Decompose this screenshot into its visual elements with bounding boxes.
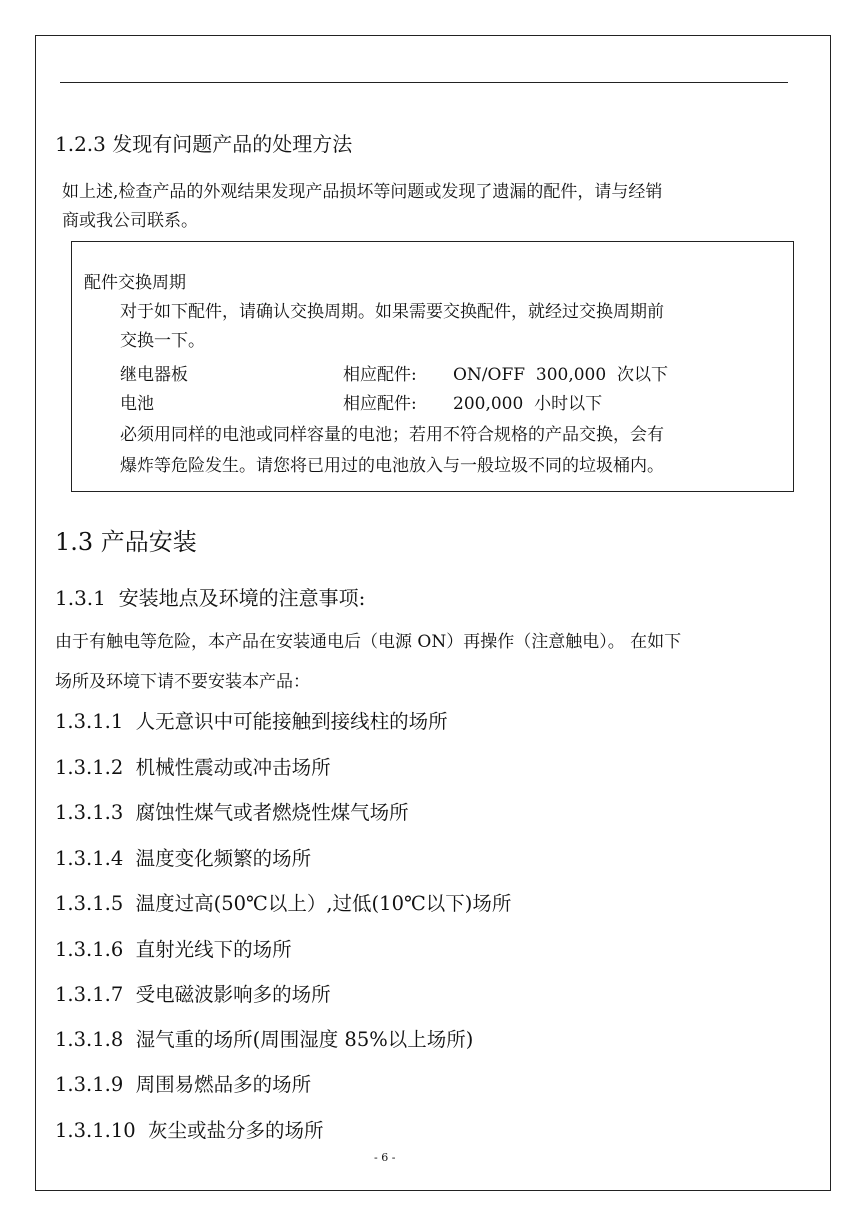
section-131-heading: 1.3.1 安装地点及环境的注意事项: [55,586,366,610]
list-item: 1.3.1.8 湿气重的场所(周围湿度 85%以上场所) [55,1028,474,1051]
list-item: 1.3.1.5 温度过高(50℃以上）,过低(10℃以下)场所 [55,892,512,915]
section-131-intro-line1: 由于有触电等危险，本产品在安装通电后（电源 ON）再操作（注意触电）。 在如下 [55,632,682,652]
notice-warning-line1: 必须用同样的电池或同样容量的电池；若用不符合规格的产品交换，会有 [120,425,664,445]
section-123-paragraph-line1: 如上述,检查产品的外观结果发现产品损坏等问题或发现了遗漏的配件，请与经销 [62,182,663,202]
notice-warning-line2: 爆炸等危险发生。请您将已用过的电池放入与一般垃圾不同的垃圾桶内。 [120,456,664,476]
list-item: 1.3.1.4 温度变化频繁的场所 [55,847,312,870]
notice-box-line2: 交换一下。 [120,331,205,351]
list-item: 1.3.1.3 腐蚀性煤气或者燃烧性煤气场所 [55,801,409,824]
section-123-heading: 1.2.3 发现有问题产品的处理方法 [55,132,353,156]
page-number: - 6 - [374,1151,396,1164]
relay-board-value: ON/OFF 300,000 次以下 [453,365,668,385]
header-rule [60,82,788,83]
notice-box-title: 配件交换周期 [84,273,186,293]
notice-box-line1: 对于如下配件，请确认交换周期。如果需要交换配件，就经过交换周期前 [120,302,664,322]
list-item: 1.3.1.6 直射光线下的场所 [55,938,292,961]
list-item: 1.3.1.9 周围易燃品多的场所 [55,1073,312,1096]
battery-part: 电池 [120,394,154,414]
section-13-heading: 1.3 产品安装 [55,528,197,556]
section-131-intro-line2: 场所及环境下请不要安装本产品： [55,672,310,692]
list-item: 1.3.1.1 人无意识中可能接触到接线柱的场所 [55,710,448,733]
relay-board-part: 继电器板 [120,365,188,385]
section-123-paragraph-line2: 商或我公司联系。 [62,211,198,231]
relay-board-label: 相应配件: [343,365,417,385]
list-item: 1.3.1.2 机械性震动或冲击场所 [55,756,331,779]
list-item: 1.3.1.7 受电磁波影响多的场所 [55,983,331,1006]
battery-label: 相应配件: [343,394,417,414]
battery-value: 200,000 小时以下 [453,394,603,414]
list-item: 1.3.1.10 灰尘或盐分多的场所 [55,1119,324,1142]
